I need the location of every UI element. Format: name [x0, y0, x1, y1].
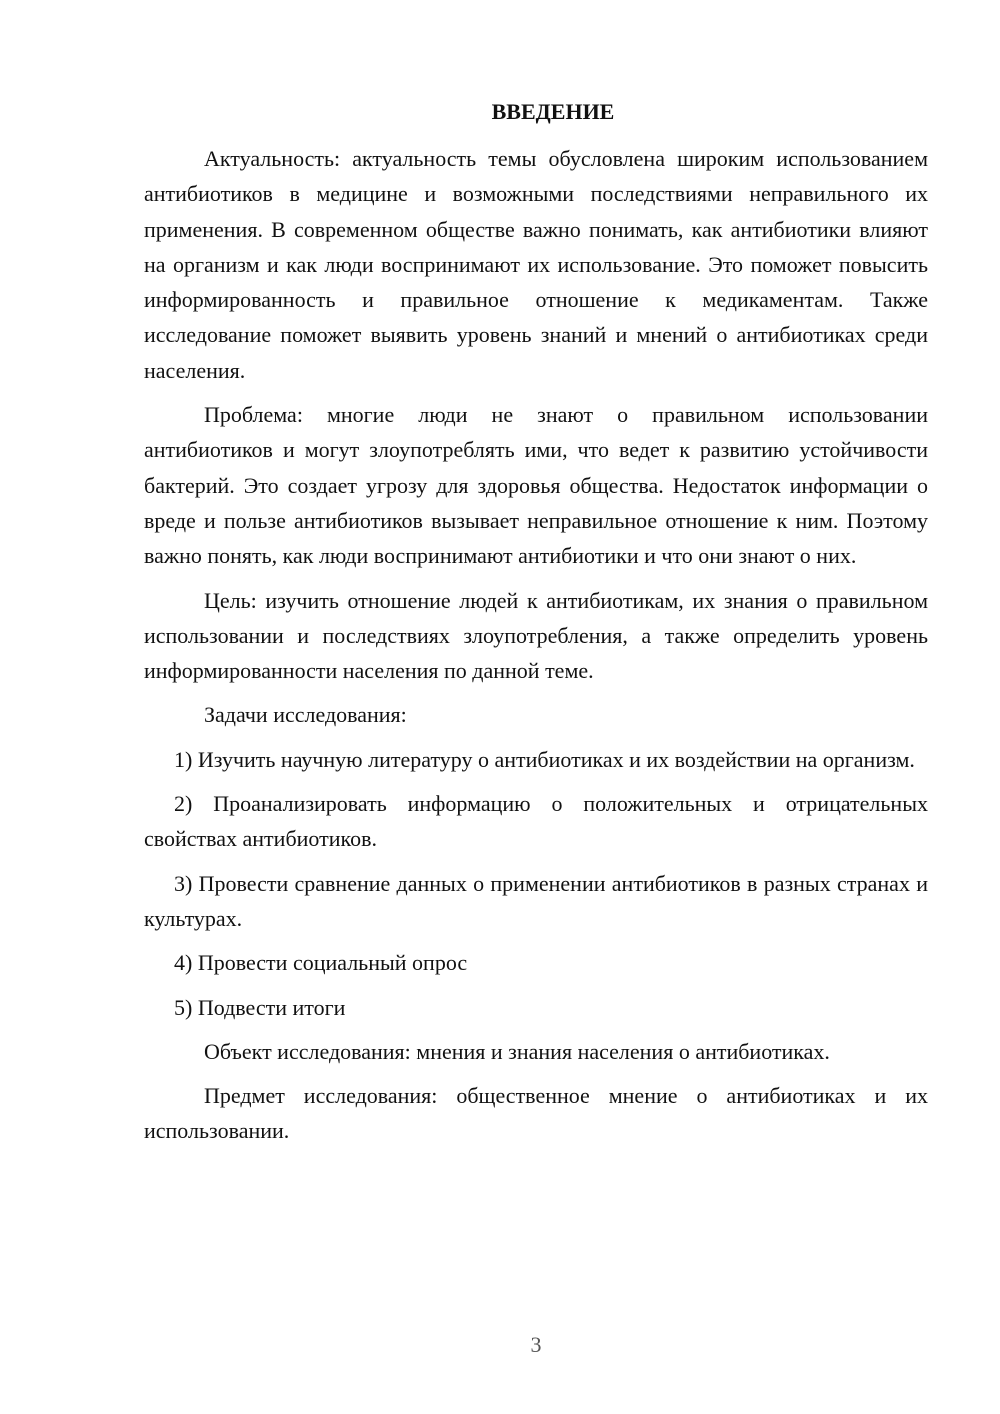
- task-item-3: 3) Провести сравнение данных о применении антибиотиков в разных странах и культурах.: [144, 870, 928, 931]
- page-content: [144, 94, 928, 1158]
- relevance-paragraph: Актуальность: актуальность темы обусловлена широким использованием антибиотиков в медицине и возможными последствиями неправильного их применения. В современном обществе важно понимать, как антибиотики влияют на организм и как люди воспринимают их использование. Это поможет повысить информированность и правильное отношение к медикаментам. Также исследование поможет выявить уровень знаний и мнений о антибиотиках среди населения.: [144, 146, 928, 383]
- page-number: 3: [530, 1332, 542, 1357]
- object-paragraph: Объект исследования: мнения и знания населения о антибиотиках.: [204, 1038, 830, 1064]
- task-item-2: 2) Проанализировать информацию о положительных и отрицательных свойствах антибиотиков.: [144, 791, 928, 852]
- task-item-4: 4) Провести социальный опрос: [174, 950, 468, 976]
- problem-paragraph: Проблема: многие люди не знают о правильном использовании антибиотиков и могут злоупотреблять ими, что ведет к развитию устойчивости бактерий. Это создает угрозу для здоровья общества. Недостаток информации о вреде и пользе антибиотиков вызывает неправильное отношение к ним. Поэтому важно понять, как люди воспринимают антибиотики и что они знают о них.: [144, 402, 928, 569]
- tasks-heading: Задачи исследования:: [204, 702, 407, 728]
- task-item-5: 5) Подвести итоги: [174, 994, 346, 1020]
- task-item-1: 1) Изучить научную литературу о антибиотиках и их воздействии на организм.: [174, 746, 915, 772]
- goal-paragraph: Цель: изучить отношение людей к антибиотикам, их знания о правильном использовании и последствиях злоупотребления, а также определить уровень информированности населения по данной теме.: [144, 587, 928, 684]
- section-title: ВВЕДЕНИЕ: [491, 99, 615, 124]
- subject-paragraph: Предмет исследования: общественное мнение о антибиотиках и их использовании.: [144, 1083, 928, 1144]
